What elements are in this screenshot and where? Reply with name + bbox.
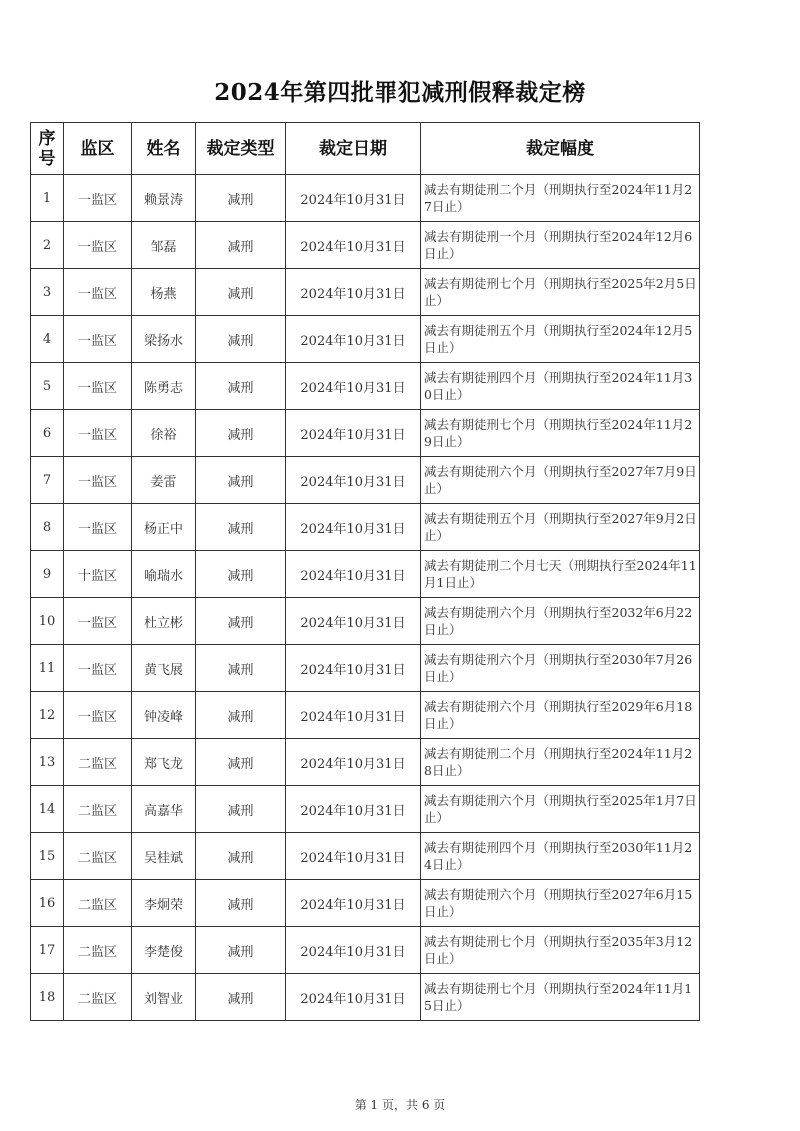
cell-type: 减刑 (196, 222, 286, 269)
cell-date: 2024年10月31日 (286, 598, 421, 645)
cell-date: 2024年10月31日 (286, 786, 421, 833)
cell-area: 一监区 (64, 692, 132, 739)
cell-no: 8 (31, 504, 64, 551)
header-name: 姓名 (132, 123, 196, 175)
cell-range: 减去有期徒刑六个月（刑期执行至2029年6月18日止） (421, 692, 700, 739)
cell-name: 李炯荣 (132, 880, 196, 927)
cell-date: 2024年10月31日 (286, 739, 421, 786)
cell-name: 喻瑞水 (132, 551, 196, 598)
cell-no: 16 (31, 880, 64, 927)
cell-name: 杨燕 (132, 269, 196, 316)
cell-type: 减刑 (196, 175, 286, 222)
cell-area: 一监区 (64, 598, 132, 645)
table-row (31, 974, 700, 1021)
cell-no: 4 (31, 316, 64, 363)
cell-name: 吴桂斌 (132, 833, 196, 880)
cell-no: 15 (31, 833, 64, 880)
cell-date: 2024年10月31日 (286, 645, 421, 692)
table-row (31, 222, 700, 269)
cell-area: 二监区 (64, 880, 132, 927)
cell-no: 9 (31, 551, 64, 598)
cell-area: 二监区 (64, 833, 132, 880)
cell-no: 5 (31, 363, 64, 410)
document-title: 2024年第四批罪犯减刑假释裁定榜 (214, 79, 586, 106)
cell-area: 一监区 (64, 316, 132, 363)
cell-type: 减刑 (196, 598, 286, 645)
cell-date: 2024年10月31日 (286, 551, 421, 598)
table-row (31, 833, 700, 880)
cell-date: 2024年10月31日 (286, 692, 421, 739)
cell-area: 一监区 (64, 363, 132, 410)
cell-type: 减刑 (196, 786, 286, 833)
table-row (31, 692, 700, 739)
cell-type: 减刑 (196, 927, 286, 974)
cell-type: 减刑 (196, 410, 286, 457)
cell-area: 二监区 (64, 974, 132, 1021)
cell-no: 12 (31, 692, 64, 739)
cell-type: 减刑 (196, 692, 286, 739)
cell-name: 陈勇志 (132, 363, 196, 410)
cell-date: 2024年10月31日 (286, 410, 421, 457)
header-range: 裁定幅度 (421, 123, 700, 175)
table-row (31, 457, 700, 504)
cell-type: 减刑 (196, 457, 286, 504)
cell-name: 杨正中 (132, 504, 196, 551)
cell-type: 减刑 (196, 363, 286, 410)
cell-range: 减去有期徒刑二个月（刑期执行至2024年11月27日止） (421, 175, 700, 222)
header-date: 裁定日期 (286, 123, 421, 175)
cell-no: 7 (31, 457, 64, 504)
cell-date: 2024年10月31日 (286, 175, 421, 222)
table-row (31, 927, 700, 974)
table-row (31, 880, 700, 927)
page-footer: 第 1 页，共 6 页 (354, 1098, 446, 1112)
cell-name: 赖景涛 (132, 175, 196, 222)
cell-area: 一监区 (64, 645, 132, 692)
cell-area: 一监区 (64, 504, 132, 551)
cell-range: 减去有期徒刑七个月（刑期执行至2035年3月12日止） (421, 927, 700, 974)
cell-no: 11 (31, 645, 64, 692)
cell-no: 18 (31, 974, 64, 1021)
table-row (31, 269, 700, 316)
cell-no: 17 (31, 927, 64, 974)
cell-name: 徐裕 (132, 410, 196, 457)
cell-date: 2024年10月31日 (286, 880, 421, 927)
cell-range: 减去有期徒刑一个月（刑期执行至2024年12月6日止） (421, 222, 700, 269)
table-row (31, 175, 700, 222)
cell-range: 减去有期徒刑七个月（刑期执行至2024年11月29日止） (421, 410, 700, 457)
cell-name: 梁扬水 (132, 316, 196, 363)
cell-no: 10 (31, 598, 64, 645)
cell-name: 姜雷 (132, 457, 196, 504)
cell-area: 一监区 (64, 269, 132, 316)
header-no: 序号 (31, 123, 64, 175)
table-row (31, 739, 700, 786)
cell-name: 李楚俊 (132, 927, 196, 974)
cell-area: 一监区 (64, 222, 132, 269)
cell-name: 高嘉华 (132, 786, 196, 833)
cell-name: 杜立彬 (132, 598, 196, 645)
cell-name: 钟凌峰 (132, 692, 196, 739)
cell-range: 减去有期徒刑六个月（刑期执行至2027年6月15日止） (421, 880, 700, 927)
cell-date: 2024年10月31日 (286, 833, 421, 880)
cell-no: 6 (31, 410, 64, 457)
cell-no: 2 (31, 222, 64, 269)
cell-area: 一监区 (64, 410, 132, 457)
ruling-table (30, 122, 700, 1021)
cell-area: 十监区 (64, 551, 132, 598)
cell-date: 2024年10月31日 (286, 269, 421, 316)
cell-range: 减去有期徒刑二个月七天（刑期执行至2024年11月1日止） (421, 551, 700, 598)
table-row (31, 645, 700, 692)
cell-area: 一监区 (64, 175, 132, 222)
cell-range: 减去有期徒刑七个月（刑期执行至2024年11月15日止） (421, 974, 700, 1021)
cell-date: 2024年10月31日 (286, 927, 421, 974)
table-row (31, 598, 700, 645)
cell-type: 减刑 (196, 551, 286, 598)
cell-name: 刘智业 (132, 974, 196, 1021)
cell-date: 2024年10月31日 (286, 316, 421, 363)
cell-range: 减去有期徒刑六个月（刑期执行至2027年7月9日止） (421, 457, 700, 504)
cell-date: 2024年10月31日 (286, 504, 421, 551)
cell-date: 2024年10月31日 (286, 457, 421, 504)
header-area: 监区 (64, 123, 132, 175)
cell-date: 2024年10月31日 (286, 222, 421, 269)
cell-range: 减去有期徒刑四个月（刑期执行至2024年11月30日止） (421, 363, 700, 410)
cell-area: 二监区 (64, 739, 132, 786)
cell-date: 2024年10月31日 (286, 974, 421, 1021)
cell-type: 减刑 (196, 880, 286, 927)
cell-type: 减刑 (196, 739, 286, 786)
cell-range: 减去有期徒刑四个月（刑期执行至2030年11月24日止） (421, 833, 700, 880)
cell-range: 减去有期徒刑七个月（刑期执行至2025年2月5日止） (421, 269, 700, 316)
cell-type: 减刑 (196, 504, 286, 551)
cell-name: 郑飞龙 (132, 739, 196, 786)
cell-date: 2024年10月31日 (286, 363, 421, 410)
cell-type: 减刑 (196, 316, 286, 363)
cell-range: 减去有期徒刑六个月（刑期执行至2025年1月7日止） (421, 786, 700, 833)
table-row (31, 363, 700, 410)
cell-range: 减去有期徒刑二个月（刑期执行至2024年11月28日止） (421, 739, 700, 786)
cell-name: 邹磊 (132, 222, 196, 269)
table-header-row (31, 123, 700, 175)
table-row (31, 551, 700, 598)
cell-no: 1 (31, 175, 64, 222)
table-body (31, 175, 700, 1021)
header-type: 裁定类型 (196, 123, 286, 175)
cell-type: 减刑 (196, 645, 286, 692)
cell-range: 减去有期徒刑六个月（刑期执行至2032年6月22日止） (421, 598, 700, 645)
cell-no: 3 (31, 269, 64, 316)
cell-type: 减刑 (196, 833, 286, 880)
cell-area: 一监区 (64, 457, 132, 504)
cell-area: 二监区 (64, 927, 132, 974)
table-row (31, 786, 700, 833)
cell-range: 减去有期徒刑六个月（刑期执行至2030年7月26日止） (421, 645, 700, 692)
cell-area: 二监区 (64, 786, 132, 833)
cell-type: 减刑 (196, 974, 286, 1021)
cell-name: 黄飞展 (132, 645, 196, 692)
cell-range: 减去有期徒刑五个月（刑期执行至2027年9月2日止） (421, 504, 700, 551)
cell-no: 14 (31, 786, 64, 833)
table-row (31, 410, 700, 457)
table-row (31, 504, 700, 551)
cell-range: 减去有期徒刑五个月（刑期执行至2024年12月5日止） (421, 316, 700, 363)
table-row (31, 316, 700, 363)
cell-no: 13 (31, 739, 64, 786)
cell-type: 减刑 (196, 269, 286, 316)
